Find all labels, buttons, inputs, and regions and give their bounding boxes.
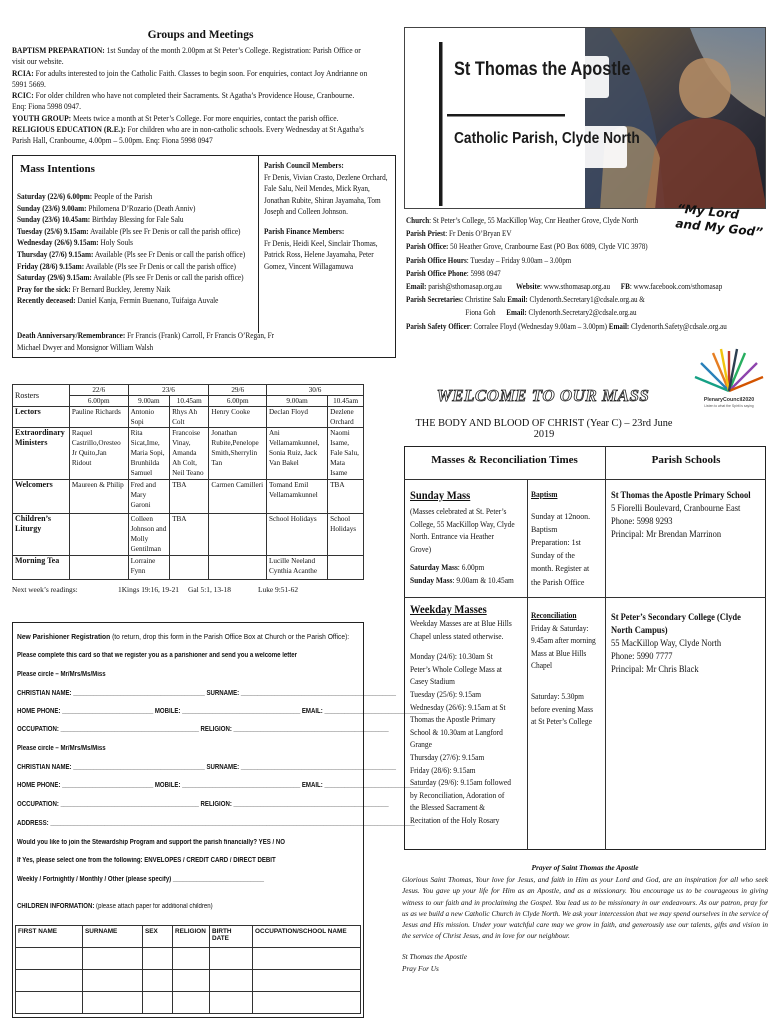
column-header: SEX	[143, 926, 173, 948]
column-header: OCCUPATION/SCHOOL NAME	[253, 926, 361, 948]
intention-line: Friday (28/6) 9.15am: Available (Pls see Fr Denis or call the parish office)	[17, 261, 236, 271]
intention-line: Sunday (23/6) 9.00am: Philomena D’Rozario (Death Anniv)	[17, 203, 196, 213]
intention-line: Saturday (29/6) 9.15am: Available (Pls see Fr Denis or call the parish office)	[17, 273, 244, 283]
group-item: YOUTH GROUP: Meets twice a month at St Peter’s College. For more enquiries, contact the parish office.	[12, 113, 339, 123]
date-header: 23/6	[128, 385, 209, 396]
christian-name-field[interactable]: CHRISTIAN NAME: _______________________________________ SURNAME: ______________________________________________	[17, 764, 396, 771]
reconciliation-section: Reconciliation Friday & Saturday: 9.45am after morning Mass at Blue Hills Chapel Saturday: 5.30pm before evening Mass at St Peter’s College	[531, 611, 596, 727]
banner-subtitle: Catholic Parish, Clyde North	[454, 130, 640, 147]
time-header: 6.00pm	[69, 396, 128, 407]
occupation-field[interactable]: OCCUPATION: _________________________________________ RELIGION: ______________________________________________	[17, 726, 389, 733]
sunday-mass-heading: Sunday Mass	[410, 490, 471, 502]
group-item: RCIC: For older children who have not completed their Sacraments. St Agatha’s Providence House, Cranbourne. Enq: Fiona 5998 0947.	[12, 91, 355, 112]
table-row: Extraordinary Ministers Raquel Castrillo,Oresteo Jr Quito,Jan Ridout Rita Sicat,Ime, Maria Sopi, Brunhilda Samuel Francoise Vinay, Amanda Ah Colt, Neil Teano Jonathan Rubite,Penelope Smith,Sherrylin Tan Ani Vellamamkunnel, Sonia Ruiz, Jack Van Bakel Naomi Isame, Fale Salu, Mata Isame	[13, 428, 364, 480]
readings-label: Next week’s readings:	[12, 585, 78, 594]
finance-members: Fr Denis, Heidi Keel, Sinclair Thomas, Patrick Ross, Helene Jayamaha, Peter Gomez, Vincent Willagamuwa	[264, 238, 378, 271]
groups-list	[12, 45, 367, 147]
group-item: RELIGIOUS EDUCATION (R.E.): For children who are in non-catholic schools. Every Wednesday at St Agatha’s Parish Hall, Cranbourne, 4.00pm – 5.00pm. Enq: Fiona 5998 0947	[12, 125, 364, 146]
rosters-table	[12, 384, 364, 580]
time-header: 10.45am	[170, 396, 209, 407]
intention-line: Tuesday (25/6) 9.15am: Available (Pls see Fr Denis or call the parish office)	[17, 226, 241, 236]
intention-line: Saturday (22/6) 6.00pm: People of the Parish	[17, 192, 153, 201]
intentions-heading: Mass Intentions	[20, 163, 95, 175]
school-1: St Thomas the Apostle Primary School 5 Fiorelli Boulevard, Cranbourne East Phone: 5998 9293 Principal: Mr Brendan Marrinon	[611, 490, 751, 539]
form-intro: Please complete this card so that we register you as a parishioner and send you a welcome letter	[17, 652, 298, 659]
plenary-council-logo	[693, 345, 765, 415]
column-header: RELIGION	[173, 926, 210, 948]
column-header: BIRTH DATE	[210, 926, 253, 948]
intention-line: Sunday (23/6) 10.45am: Birthday Blessing for Fale Salu	[17, 215, 184, 225]
title-circle[interactable]: Please circle – Mr/Mrs/Ms/Miss	[17, 671, 106, 678]
banner-title: St Thomas the Apostle	[454, 59, 631, 80]
facebook-link[interactable]: : www.facebook.com/sthomasap	[629, 282, 723, 292]
reading: 1Kings 19:16, 19-21	[118, 585, 179, 594]
council-heading: Parish Council Members:	[264, 161, 344, 170]
parish-banner	[404, 27, 766, 209]
parish-motto: “My Lord and My God”	[674, 201, 764, 240]
masses-heading: Masses & Reconciliation Times	[431, 454, 578, 466]
time-header: 9.00am	[128, 396, 170, 407]
date-header: 29/6	[209, 385, 267, 396]
plenary-council-icon	[693, 345, 765, 395]
schools-heading: Parish Schools	[651, 454, 721, 466]
intention-line: Recently deceased: Daniel Kanja, Fermin Buenano, Tuifaiga Auvale	[17, 296, 219, 306]
logo-subtext: Listen to what the Spirit is saying	[704, 404, 754, 408]
table-row: Morning Tea Lorraine Fynn Lucille Neeland Cynthia Acanthe	[13, 556, 364, 580]
prayer-section	[402, 862, 768, 974]
sunday-title: THE BODY AND BLOOD OF CHRIST (Year C) – 23rd June 2019	[415, 418, 673, 440]
sunday-mass-section: Sunday Mass (Masses celebrated at St. Peter’s College, 55 MacKillop Way, Clyde North. Entrance via Heather Grove) Saturday Mass: 6.00pm Sunday Mass: 9.00am & 10.45am	[410, 490, 515, 585]
frequency-field[interactable]: Weekly / Fortnightly / Monthly / Other (please specify) ___________________________	[17, 876, 264, 883]
intention-line: Wednesday (26/6) 9.15am: Holy Souls	[17, 238, 133, 248]
groups-title: Groups and Meetings	[147, 29, 254, 41]
divider	[258, 155, 259, 333]
address-field[interactable]: ADDRESS: ____________________________________________________________________________________________________________	[17, 820, 415, 827]
council-members: Fr Denis, Vivian Crasto, Dezlene Orchard, Fale Salu, Neil Mendes, Mick Ryan, Jonathan Rubite, Shiran Jayamaha, Tom Joseph and Colleen Johnson.	[264, 172, 388, 217]
group-item: BAPTISM PREPARATION: 1st Sunday of the month 2.00pm at St Peter’s College. Registration: Parish Office or visit our website.	[12, 46, 361, 67]
table-row	[16, 926, 361, 948]
prayer-text: Glorious Saint Thomas, Your love for Jesus, and faith in Him as your Lord and God, are an inspiration for all who seek Jesus. You gave up your life for Him as an Apostle, and as a missionary. You encourage us to be courageous in giving witness to our faith and in proclaiming the Gospel. You lead us to be missionary in our endeavours. As our patron, pray for us as we build a new Catholic Church in Clyde North. We ask your intercession that we may spend ourselves in the service of Jesus and His mission. Under your watchful care may we grow in faith, and generously use our talents, gifts and vision in the service of Christ Jesus, and in love for our neighbour.	[402, 875, 768, 941]
school-2: St Peter’s Secondary College (Clyde North Campus) 55 MacKillop Way, Clyde North Phone: 5990 7777 Principal: Mr Chris Black	[611, 612, 741, 674]
table-row	[16, 970, 361, 992]
group-item: RCIA: For adults interested to join the Catholic Faith. Classes to begin soon. For enquiries, contact Joy Andrianne on 5991 5669.	[12, 68, 368, 89]
reconciliation-heading: Reconciliation	[531, 611, 577, 620]
date-header: 22/6	[69, 385, 128, 396]
title-circle[interactable]: Please circle – Mr/Mrs/Ms/Miss	[17, 745, 106, 752]
date-header: 30/6	[266, 385, 363, 396]
time-header: 6.00pm	[209, 396, 267, 407]
weekday-mass-section: Weekday Masses Weekday Masses are at Blue Hills Chapel unless stated otherwise. Monday (24/6): 10.30am St Peter’s Whole College Mass at Casey Stadium Tuesday (25/6): 9.15am Wednesday (26/6): 9.15am at St Thomas the Apostle Primary School & 10.30am at Langford Grange Thursday (27/6): 9.15am Friday (28/6): 9.15am Saturday (29/6): 9.15am followed by Reconciliation, Adoration of the Blessed Sacrament & Recitation of the Holy Rosary	[410, 603, 524, 828]
baptism-section: Baptism Sunday at 12noon. Baptism Preparation: 1st Sunday of the month. Register at the Parish Office	[531, 489, 603, 589]
table-row	[16, 948, 361, 970]
time-header: 10.45am	[328, 396, 364, 407]
phone-field[interactable]: HOME PHONE: ___________________________ MOBILE: ___________________________________ EMAIL: _______________________________	[17, 782, 430, 789]
form-title: New Parishioner Registration (to return, drop this form in the Parish Office Box at Church or the Parish Office):	[17, 632, 350, 641]
anniversary-text: Death Anniversary/Remembrance: Fr Francis (Frank) Carroll, Fr Francis O’Regan, Fr Michael Dwyer and Monsignor William Walsh	[17, 331, 275, 352]
occupation-field[interactable]: OCCUPATION: _________________________________________ RELIGION: ______________________________________________	[17, 801, 389, 808]
logo-text: PlenaryCouncil2020	[703, 397, 755, 403]
reading: Luke 9:51-62	[258, 585, 299, 594]
children-table[interactable]	[15, 925, 361, 1014]
column-header: SURNAME	[83, 926, 143, 948]
weekday-mass-heading: Weekday Masses	[410, 604, 487, 616]
prayer-sign: Pray For Us	[402, 963, 439, 973]
table-row	[16, 992, 361, 1014]
christian-name-field[interactable]: CHRISTIAN NAME: _______________________________________ SURNAME: ______________________________________________	[17, 690, 396, 697]
column-header: FIRST NAME	[16, 926, 83, 948]
prayer-title: Prayer of Saint Thomas the Apostle	[531, 863, 639, 872]
finance-heading: Parish Finance Members:	[264, 226, 345, 236]
council-section	[264, 160, 394, 272]
reading: Gal 5:1, 13-18	[188, 585, 231, 594]
welcome-heading: WELCOME TO OUR MASS	[436, 386, 650, 405]
phone-field[interactable]: HOME PHONE: ___________________________ MOBILE: ___________________________________ EMAIL: _______________________________	[17, 708, 430, 715]
baptism-heading: Baptism	[531, 490, 558, 499]
email-link[interactable]: parish@sthomasap.org.au	[426, 282, 502, 292]
rosters-title: Rosters	[13, 385, 70, 407]
table-row: Lectors Pauline Richards Antonio Sopi Rhys Ah Colt Henry Cooke Declan Floyd Dezlene Orchard	[13, 407, 364, 428]
prayer-sign: St Thomas the Apostle	[402, 952, 467, 962]
payment-method[interactable]: If Yes, please select one from the following: ENVELOPES / CREDIT CARD / DIRECT DEBIT	[17, 857, 276, 864]
intentions-list	[17, 191, 257, 307]
stewardship-question[interactable]: Would you like to join the Stewardship Program and support the parish financially? YES / NO	[17, 839, 285, 846]
contact-info: Church: St Peter’s College, 55 MacKillop Way, Cnr Heather Grove, Clyde North Parish Priest: Fr Denis O’Bryan EV Parish Office: 50 Heather Grove, Cranbourne East (PO Box 6089, Clyde VIC 3978) Parish Office Hours: Tuesday – Friday 9.00am – 3.00pm Parish Office Phone: 5998 0947 Email: parish@sthomasap.org.au Website: www.sthomasap.org.au FB: www.facebook.com/sthomasap Parish Secretaries: Christine Salu Email: Clydenorth.Secretary1@cdsale.org.au & Fiona Goh Email: Clydenorth.Secretary2@cdsale.org.au Parish Safety Officer: Corralee Floyd (Wednesday 9.00am – 3.00pm) Email: Clydenorth.Safety@cdsale.org.au	[406, 216, 727, 331]
banner-art	[405, 28, 766, 209]
table-row: Children’s Liturgy Colleen Johnson and Molly Gentilman TBA School Holidays School Holidays	[13, 514, 364, 556]
intention-line: Thursday (27/6) 9.15am: Available (Pls see Fr Denis or call the parish office)	[17, 249, 246, 259]
time-header: 9.00am	[266, 396, 327, 407]
intention-line: Pray for the sick: Fr Bernard Buckley, Jeremy Naik	[17, 284, 171, 294]
children-heading: CHILDREN INFORMATION: (please attach paper for additional children)	[17, 903, 213, 910]
website-link[interactable]: : www.sthomasap.org.au	[540, 282, 611, 292]
table-row: Welcomers Maureen & Philip Fred and Mary Garoni TBA Carmen Camilleri Tomand Emil Vellamamkunnel TBA	[13, 480, 364, 514]
